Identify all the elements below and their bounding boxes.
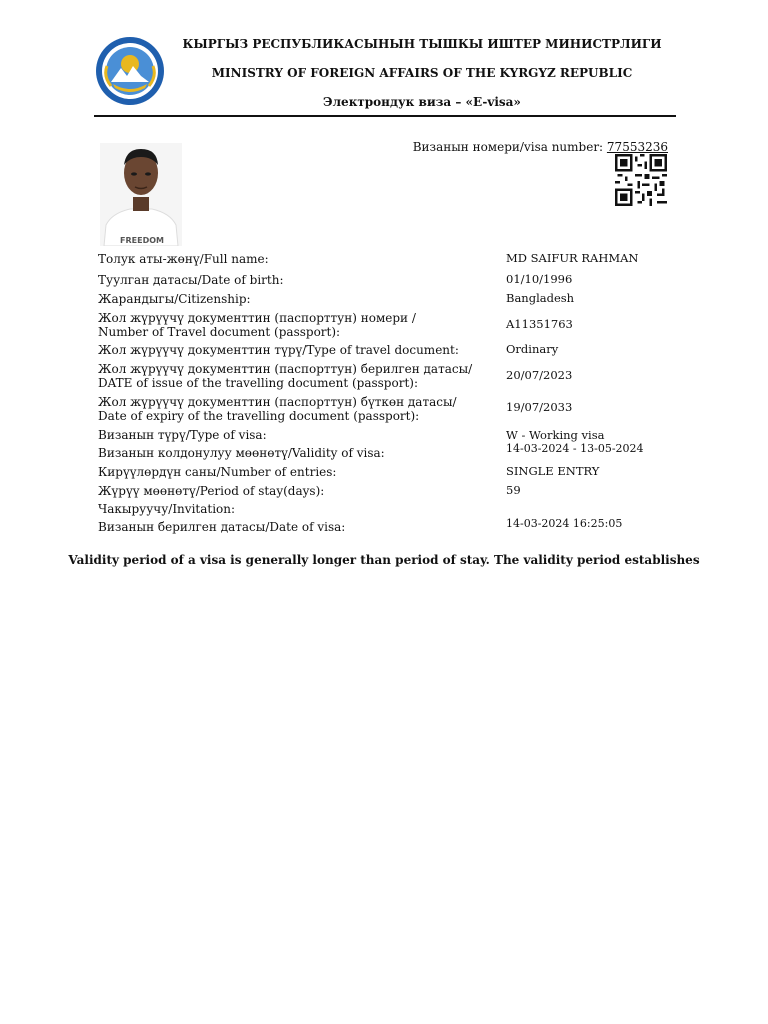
visa-number-value: 77553236 xyxy=(606,140,668,154)
field-citizenship xyxy=(98,292,668,308)
field-label-continued: Number of Travel document (passport): xyxy=(98,325,341,339)
field-visa-validity xyxy=(98,442,668,462)
field-value: SINGLE ENTRY xyxy=(506,464,600,478)
field-label: Толук аты-жөнү/Full name: xyxy=(98,252,269,266)
field-label-continued: Date of expiry of the travelling document (passport): xyxy=(98,409,420,423)
visa-number-label: Визанын номери/visa number: xyxy=(412,140,607,154)
header-divider xyxy=(94,115,676,117)
field-label: Кирүүлөрдүн саны/Number of entries: xyxy=(98,465,337,479)
applicant-photo xyxy=(100,143,182,246)
kyrgyz-emblem-icon xyxy=(95,36,165,106)
field-value: 14-03-2024 16:25:05 xyxy=(506,517,623,530)
photo-shirt-text: FREEDOM xyxy=(120,236,164,245)
field-value: MD SAIFUR RAHMAN xyxy=(506,251,639,265)
field-label: Туулган датасы/Date of birth: xyxy=(98,273,284,287)
field-passport-number xyxy=(98,311,668,339)
field-value: 59 xyxy=(506,483,521,497)
ministry-name-kyrgyz: КЫРГЫЗ РЕСПУБЛИКАСЫНЫН ТЫШКЫ ИШТЕР МИНИСТРЛИГИ xyxy=(182,37,662,51)
field-label: Визанын түрү/Type of visa: xyxy=(98,428,267,442)
field-value: 14-03-2024 - 13-05-2024 xyxy=(506,442,644,455)
document-title: Электрондук виза – «E-visa» xyxy=(323,95,521,109)
field-number-of-entries xyxy=(98,465,668,481)
ministry-name-english: MINISTRY OF FOREIGN AFFAIRS OF THE KYRGYZ REPUBLIC xyxy=(211,66,633,80)
field-label: Жарандыгы/Citizenship: xyxy=(98,292,251,306)
field-value: W - Working visa xyxy=(506,428,605,442)
field-label: Жол жүрүүчү документтин (паспорттун) берилген датасы/ xyxy=(98,362,473,376)
field-value: 20/07/2023 xyxy=(506,368,573,382)
field-full-name xyxy=(98,252,668,268)
field-label: Жол жүрүүчү документтин түрү/Type of travel document: xyxy=(98,343,459,357)
field-label: Визанын колдонулуу мөөнөтү/Validity of visa: xyxy=(98,446,385,460)
visa-number xyxy=(413,140,668,154)
field-value: Ordinary xyxy=(506,342,559,356)
field-value: Bangladesh xyxy=(506,291,575,305)
validity-notice: Validity period of a visa is generally longer than period of stay. The validity period establishes xyxy=(68,553,700,567)
field-invitation xyxy=(98,502,668,518)
field-label: Жол жүрүүчү документтин (паспорттун) бүткөн датасы/ xyxy=(98,395,457,409)
qr-code-icon xyxy=(615,154,667,206)
field-label: Жол жүрүүчү документтин (паспорттун) номери / xyxy=(98,311,416,325)
field-label: Жүрүү мөөнөтү/Period of stay(days): xyxy=(98,484,325,498)
field-passport-expiry-date xyxy=(98,395,668,423)
field-passport-issue-date xyxy=(98,362,668,390)
field-period-of-stay xyxy=(98,484,668,500)
field-label: Чакыруучу/Invitation: xyxy=(98,502,236,516)
field-travel-document-type xyxy=(98,343,668,359)
field-value: 19/07/2033 xyxy=(506,400,573,414)
field-date-of-birth xyxy=(98,273,668,289)
field-value: 01/10/1996 xyxy=(506,272,573,286)
field-value: A11351763 xyxy=(506,317,573,331)
field-label: Визанын берилген датасы/Date of visa: xyxy=(98,520,346,534)
field-label-continued: DATE of issue of the travelling document (passport): xyxy=(98,376,418,390)
field-date-of-visa xyxy=(98,517,668,536)
